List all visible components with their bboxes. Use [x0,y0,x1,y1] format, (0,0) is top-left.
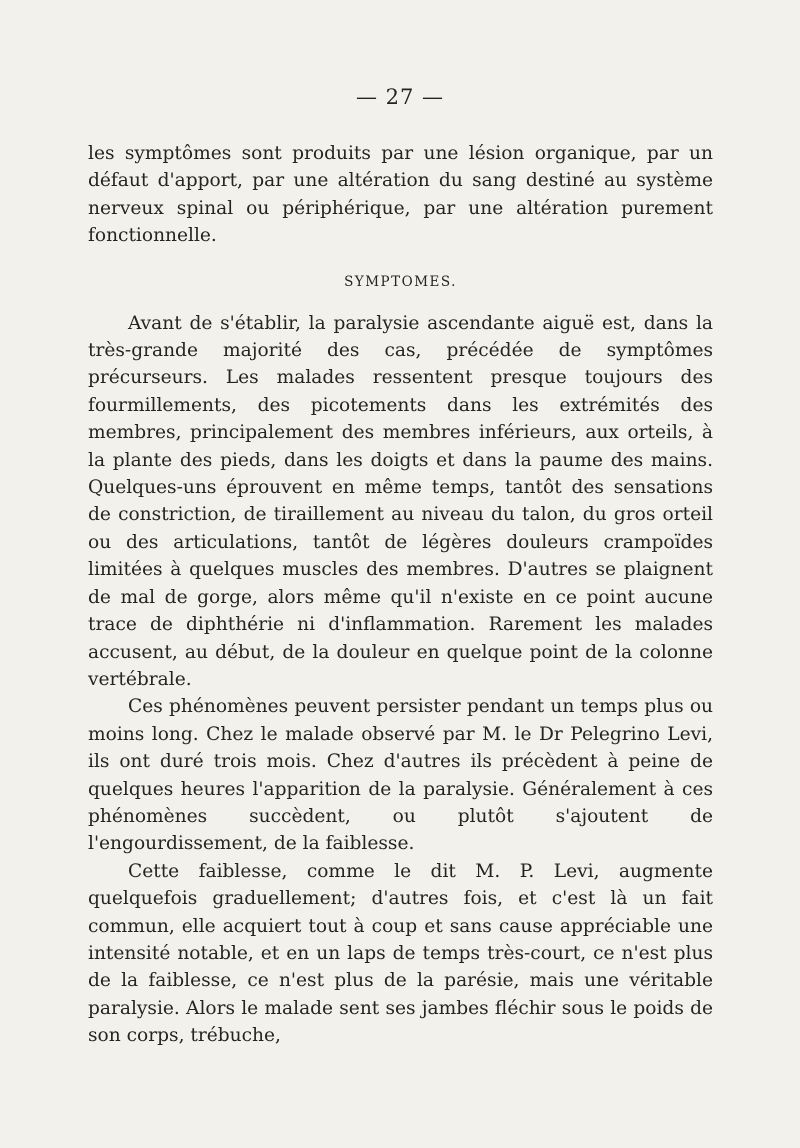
paragraph: Cette faiblesse, comme le dit M. P. Levi, augmente quelquefois graduellement; d'autres fois, et c'est là un fait commun, elle acquiert tout à coup et sans cause appréciable une intensité notable, et en un laps de temps très-court, ce n'est plus de la faiblesse, ce n'est plus de la parésie, mais une véritable paralysie. Alors le malade sent ses jambes fléchir sous le poids de son corps, trébuche, [88,860,713,1047]
page-number: — 27 — [355,85,445,109]
paragraph: les symptômes sont produits par une lésion organique, par un défaut d'apport, par une altération du sang destiné au système nerveux spinal ou périphérique, par une altération purement fonctionnelle. [88,143,713,247]
body-text [88,140,713,1050]
paragraph: Ces phénomènes peuvent persister pendant un temps plus ou moins long. Chez le malade observé par M. le Dr Pelegrino Levi, ils ont duré trois mois. Chez d'autres ils précèdent à peine de quelques heures l'apparition de la paralysie. Généralement à ces phénomènes succèdent, ou plutôt s'ajoutent de l'engourdissement, de la faiblesse. [88,696,713,855]
section-heading: SYMPTOMES. [344,273,457,290]
paragraph: Avant de s'établir, la paralysie ascendante aiguë est, dans la très-grande majorité des cas, précédée de symptômes précurseurs. Les malades ressentent presque toujours des fourmillements, des picotements dans les extrémités des membres, principalement des membres inférieurs, aux orteils, à la plante des pieds, dans les doigts et dans la paume des mains. Quelques-uns éprouvent en même temps, tantôt des sensations de constriction, de tiraillement au niveau du talon, du gros orteil ou des articulations, tantôt de légères douleurs crampoïdes limitées à quelques muscles des membres. D'autres se plaignent de mal de gorge, alors même qu'il n'existe en ce point aucune trace de diphthérie ni d'inflammation. Rarement les malades accusent, au début, de la douleur en quelque point de la colonne vertébrale. [88,312,713,690]
